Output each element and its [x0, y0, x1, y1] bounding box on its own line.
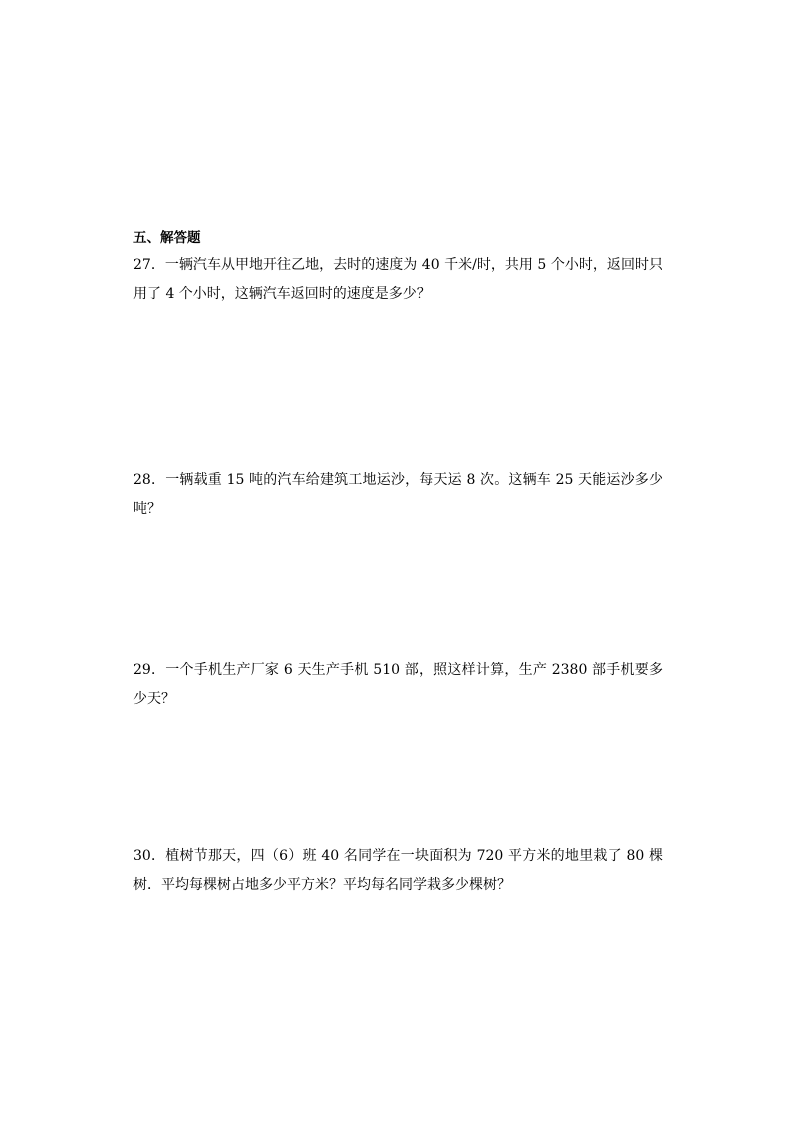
question-30: 30．植树节那天，四（6）班 40 名同学在一块面积为 720 平方米的地里栽了 80 棵树．平均每棵树占地多少平方米？平均每名同学栽多少棵树？	[133, 848, 663, 893]
question-27: 27．一辆汽车从甲地开往乙地，去时的速度为 40 千米/时，共用 5 个小时，返回时只用了 4 个小时，这辆汽车返回时的速度是多少？	[133, 257, 663, 302]
question-28: 28．一辆载重 15 吨的汽车给建筑工地运沙，每天运 8 次。这辆车 25 天能运沙多少吨？	[133, 472, 663, 517]
question-29: 29．一个手机生产厂家 6 天生产手机 510 部，照这样计算，生产 2380 部手机要多少天？	[133, 662, 663, 707]
section-heading: 五、解答题	[133, 230, 201, 246]
